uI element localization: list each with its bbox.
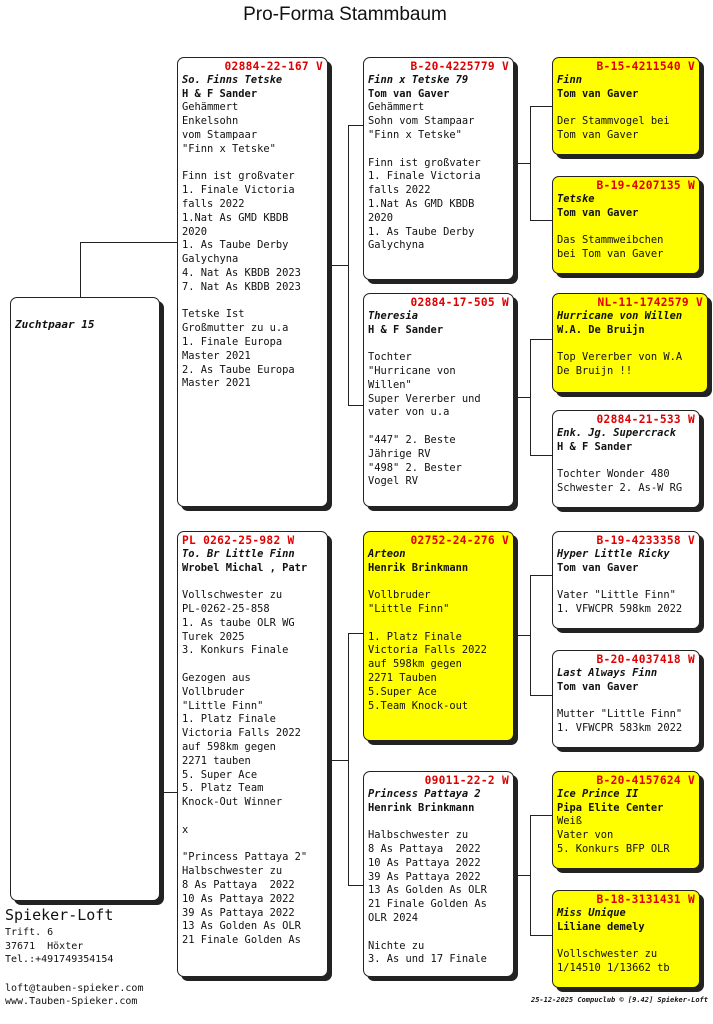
ring-number: B-18-3131431 W (596, 893, 695, 906)
ring-number: 02884-17-505 W (410, 296, 509, 309)
connector (348, 405, 364, 406)
ring-number: B-20-4225779 V (410, 60, 509, 73)
connector (348, 633, 364, 634)
grandparent-card (363, 293, 514, 507)
pigeon-name: So. Finns Tetske (182, 73, 283, 86)
owner-name: Tom van Gaver (557, 561, 639, 574)
connector (348, 125, 349, 405)
owner-name: Henrik Brinkmann (368, 561, 469, 574)
grandparent-card (363, 57, 514, 280)
connector (530, 220, 552, 221)
connector (348, 125, 364, 126)
connector (530, 815, 552, 816)
great-grandparent-card (552, 890, 700, 988)
ring-number: 02884-21-533 W (596, 413, 695, 426)
great-grandparent-card (552, 650, 700, 748)
parent-card-mother (177, 531, 328, 977)
pigeon-notes: Das Stammweibchen bei Tom van Gaver (557, 234, 664, 260)
connector (348, 885, 364, 886)
pigeon-name: Ice Prince II (557, 787, 639, 800)
owner-name: Tom van Gaver (557, 206, 639, 219)
connector (530, 935, 552, 936)
ring-number: B-20-4037418 W (596, 653, 695, 666)
pigeon-name: Enk. Jg. Supercrack (557, 426, 676, 439)
ring-number: B-20-4157624 V (596, 774, 695, 787)
connector (530, 575, 531, 695)
pigeon-notes: Top Vererber von W.A De Bruijn !! (557, 351, 683, 377)
connector (514, 875, 530, 876)
pigeon-name: Theresia (368, 309, 419, 322)
connector (514, 163, 530, 164)
pigeon-notes: Tochter "Hurricane von Willen" Super Vererber und vater von u.a "447" 2. Beste Jährige RV "498" 2. Bester Vogel RV (368, 351, 481, 488)
connector (332, 265, 348, 266)
great-grandparent-card (552, 531, 700, 629)
ring-number: 02884-22-167 V (224, 60, 323, 73)
connector (514, 635, 530, 636)
owner-name: Henrink Brinkmann (368, 801, 475, 814)
pigeon-notes: Gehämmert Enkelsohn vom Stampaar "Finn x Tetske" Finn ist großvater 1. Finale Victoria falls 2022 1.Nat As GMD KBDB 2020 1. As Taube Derby Galychyna 4. Nat As KBDB 2023 7. Nat As KBDB 2023 Tetske Ist Großmutter zu u.a 1. Finale Europa Master 2021 2. As Taube Europa Master 2021 (182, 101, 301, 390)
owner-name: H & F Sander (368, 323, 444, 336)
connector (530, 339, 531, 455)
pigeon-name: Finn x Tetske 79 (368, 73, 469, 86)
connector (530, 106, 531, 220)
loft-address: Trift. 6 37671 Höxter Tel.:+491749354154 (5, 927, 114, 965)
pair-label: Zuchtpaar 15 (15, 318, 95, 331)
connector (530, 106, 552, 107)
pigeon-notes: Vollbruder "Little Finn" 1. Platz Finale Victoria Falls 2022 auf 598km gegen 2271 Tauben 5.Super Ace 5.Team Knock-out (368, 589, 487, 712)
pigeon-name: Miss Unique (557, 906, 626, 919)
page-title: Pro-Forma Stammbaum (243, 4, 447, 25)
pigeon-notes: Mutter "Little Finn" 1. VFWCPR 583km 2022 (557, 708, 683, 734)
owner-name: Pipa Elite Center (557, 801, 664, 814)
pigeon-notes: Vollschwester zu 1/14510 1/13662 tb (557, 948, 670, 974)
pigeon-notes: Vater "Little Finn" 1. VFWCPR 598km 2022 (557, 589, 683, 615)
pigeon-notes: Vollschwester zu PL-0262-25-858 1. As taube OLR WG Turek 2025 3. Konkurs Finale Gezogen aus Vollbruder "Little Finn" 1. Platz Finale Victoria Falls 2022 auf 598km gegen 2271 tauben 5. Super Ace 5. Platz Team Knock-Out Winner x "Princess Pattaya 2" Halbschwester zu 8 As Pattaya 2022 10 As Pattaya 2022 39 As Pattaya 2022 13 As Golden As OLR 21 Finale Golden As (182, 589, 308, 947)
pigeon-notes: Weiß Vater von 5. Konkurs BFP OLR (557, 815, 670, 855)
grandparent-card (363, 771, 514, 977)
connector (530, 575, 552, 576)
connector (514, 397, 530, 398)
pigeon-name: Arteon (368, 547, 406, 560)
great-grandparent-card (552, 410, 700, 508)
pigeon-notes: Tochter Wonder 480 Schwester 2. As-W RG (557, 468, 683, 494)
pigeon-name: Last Always Finn (557, 666, 658, 679)
ring-number: 09011-22-2 W (424, 774, 509, 787)
ring-number: B-15-4211540 V (596, 60, 695, 73)
connector (530, 815, 531, 935)
connector (530, 455, 552, 456)
owner-name: Tom van Gaver (557, 680, 639, 693)
connector (80, 242, 178, 243)
great-grandparent-card (552, 176, 700, 274)
ring-number: B-19-4207135 W (596, 179, 695, 192)
connector (530, 695, 552, 696)
owner-name: Liliane demely (557, 920, 645, 933)
great-grandparent-card (552, 293, 708, 393)
pigeon-name: Princess Pattaya 2 (368, 787, 481, 800)
owner-name: W.A. De Bruijn (557, 323, 645, 336)
great-grandparent-card (552, 771, 700, 869)
loft-name: Spieker-Loft (5, 906, 114, 924)
pigeon-name: Hurricane von Willen (557, 309, 683, 322)
ring-number: B-19-4233358 V (596, 534, 695, 547)
pigeon-notes: Gehämmert Sohn vom Stampaar "Finn x Tetske" Finn ist großvater 1. Finale Victoria falls 2022 1.Nat As GMD KBDB 2020 1. As Taube Derby Galychyna (368, 101, 481, 252)
pigeon-notes: Der Stammvogel bei Tom van Gaver (557, 115, 670, 141)
grandparent-card (363, 531, 514, 741)
pigeon-notes: Halbschwester zu 8 As Pattaya 2022 10 As Pattaya 2022 39 As Pattaya 2022 13 As Golden As OLR 21 Finale Golden As OLR 2024 Nichte zu 3. As und 17 Finale (368, 829, 487, 966)
connector (530, 339, 552, 340)
pigeon-name: To. Br Little Finn (182, 547, 295, 560)
loft-contact: loft@tauben-spieker.com www.Tauben-Spieker.com (5, 983, 144, 1007)
parent-card-father (177, 57, 328, 507)
ring-number: NL-11-1742579 V (597, 296, 703, 309)
owner-name: Wrobel Michal , Patr (182, 561, 308, 574)
ring-number: 02752-24-276 V (410, 534, 509, 547)
pigeon-name: Finn (557, 73, 583, 86)
pigeon-name: Tetske (557, 192, 595, 205)
connector (348, 633, 349, 885)
ring-number: PL 0262-25-982 W (182, 534, 295, 547)
owner-name: Tom van Gaver (368, 87, 450, 100)
footer-credit: 25-12-2025 Compuclub © [9.42] Spieker-Loft (530, 996, 708, 1004)
owner-name: H & F Sander (182, 87, 258, 100)
owner-name: H & F Sander (557, 440, 633, 453)
connector (332, 760, 348, 761)
owner-name: Tom van Gaver (557, 87, 639, 100)
pigeon-name: Hyper Little Ricky (557, 547, 670, 560)
great-grandparent-card (552, 57, 700, 155)
pair-box (10, 297, 160, 901)
